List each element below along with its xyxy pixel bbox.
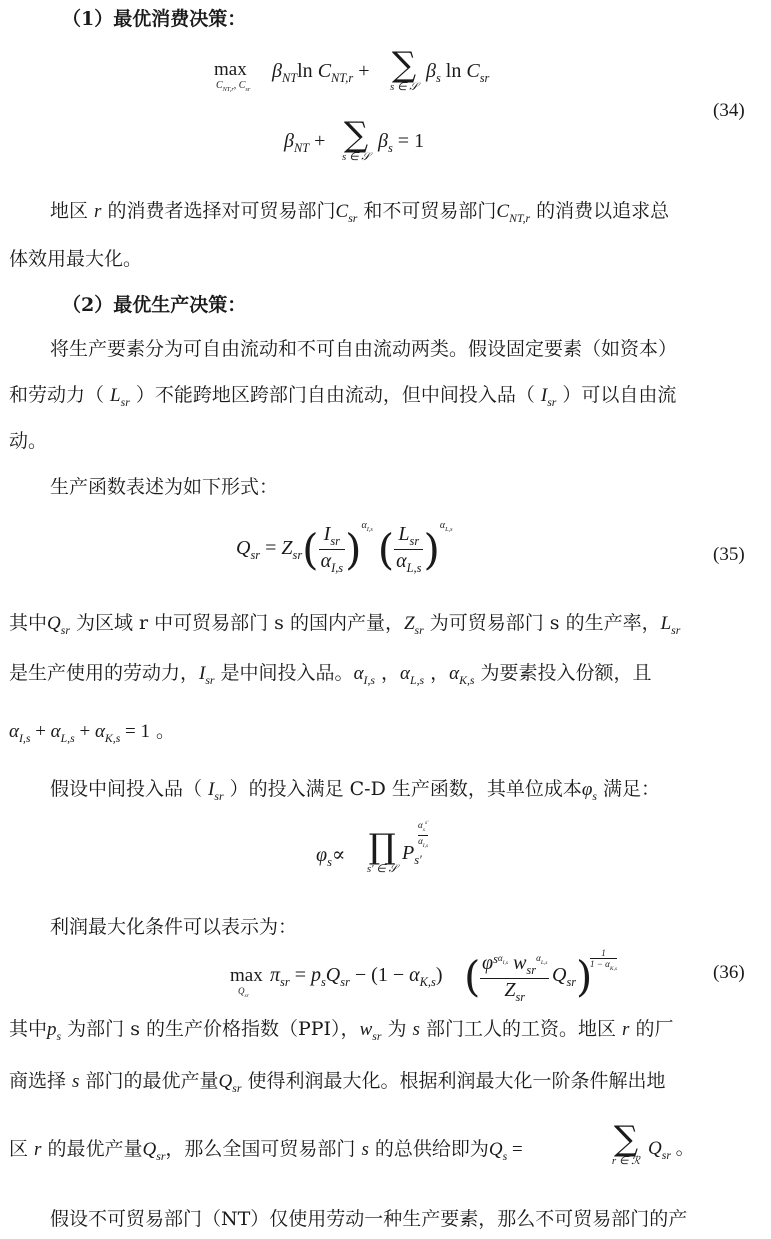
paragraph-line: 和劳动力（ $L_{sr}$ ）不能跨地区跨部门自由流动，但中间投入品（ $I_{sr}$ ）可以自由流 [9, 384, 677, 409]
section-heading-production: （2）最优生产决策： [62, 294, 247, 316]
paragraph-line: 体效用最大化。 [9, 248, 143, 270]
equation-number-35: (35) [713, 544, 745, 565]
equation-unit-cost: $\varphi_s\propto$ ∏ s′ ∈ 𝒮 $P_{s'}$ $\alpha_s^{s'}$ $\alpha_{I,s}$ [316, 820, 429, 875]
summation-sign: ∑ [391, 45, 417, 85]
paragraph-line: 将生产要素分为可自由流动和不可自由流动两类。假设固定要素（如资本） [50, 338, 678, 360]
paragraph-line: 是生产使用的劳动力，$I_{sr}$ 是中间投入品。$\alpha_{I,s}$ ，$\alpha_{L,s}$ ，$\alpha_{K,s}$ 为要素投入份额，且 [9, 662, 652, 687]
equation-35: $Q_{sr} = Z_{sr}$( $\frac{I_{sr}}{\alpha_{I,s}}$ )$^{\alpha_{I,s}}$ ( $\frac{L_{sr}}{\alpha_{L,s}}$ )$^{\alpha_{L,s}}$ [236, 520, 453, 575]
paragraph-line: 假设中间投入品（ $I_{sr}$ ）的投入满足 C-D 生产函数，其单位成本$\varphi_s$ 满足： [50, 778, 661, 803]
paragraph-line: 地区 r 的消费者选择对可贸易部门$C_{sr}$ 和不可贸易部门$C_{NT,r}$ 的消费以追求总 [50, 200, 670, 225]
paragraph-line: $\alpha_{I,s} + \alpha_{L,s} + \alpha_{K,s} = 1$ 。 [9, 720, 176, 745]
paragraph-line: 其中$Q_{sr}$ 为区域 r 中可贸易部门 s 的国内产量，$Z_{sr}$ 为可贸易部门 s 的生产率，$L_{sr}$ [9, 612, 681, 637]
equation-36: max $Q_{sr}$ $\pi_{sr} = p_sQ_{sr} - (1 - \alpha_{K,s})$ ( $\varphi_s^{\alpha_{I,s}}$ $w_{sr}^{\alpha_{L,s}}$ $Z_{sr}$ $Q_{sr}$ ) 1 $1 - \alpha_{K,s}$ [230, 948, 618, 1004]
paragraph-line: 动。 [9, 430, 48, 452]
paragraph-line: 商选择 s 部门的最优产量$Q_{sr}$ 使得利润最大化。根据利润最大化一阶条件解出地 [9, 1070, 666, 1095]
section-heading-consumption: （1）最优消费决策： [62, 8, 247, 30]
paragraph-line: 区 r 的最优产量$Q_{sr}$，那么全国可贸易部门 s 的总供给即为$Q_s$ = [9, 1138, 523, 1163]
paragraph-line: 利润最大化条件可以表示为： [50, 916, 298, 938]
max-operator: max [214, 59, 247, 80]
equation-number-36: (36) [713, 962, 745, 983]
equation-34: max $C_{NT,r}$, $C_{sr}$ $\beta_{NT}\ln$ $C_{NT,r}$ + ∑ s ∈ 𝒮 $\beta_s$ $\ln C_{sr}$ $\beta_{NT}$ + ∑ s ∈ 𝒮 $\beta_s = 1$ [214, 45, 490, 163]
product-sign: ∏ [368, 827, 396, 867]
paragraph-line: 生产函数表述为如下形式： [50, 476, 279, 498]
paragraph-line: 其中$p_s$ 为部门 s 的生产价格指数（PPI），$w_{sr}$ 为 s 部门工人的工资。地区 r 的厂 [9, 1018, 674, 1043]
paragraph-line: 假设不可贸易部门（NT）仅使用劳动一种生产要素，那么不可贸易部门的产 [50, 1208, 688, 1230]
equation-total-supply: ∑ r ∈ ℛ $Q_{sr}$ 。 [611, 1119, 695, 1167]
equation-number-34: (34) [713, 100, 745, 121]
